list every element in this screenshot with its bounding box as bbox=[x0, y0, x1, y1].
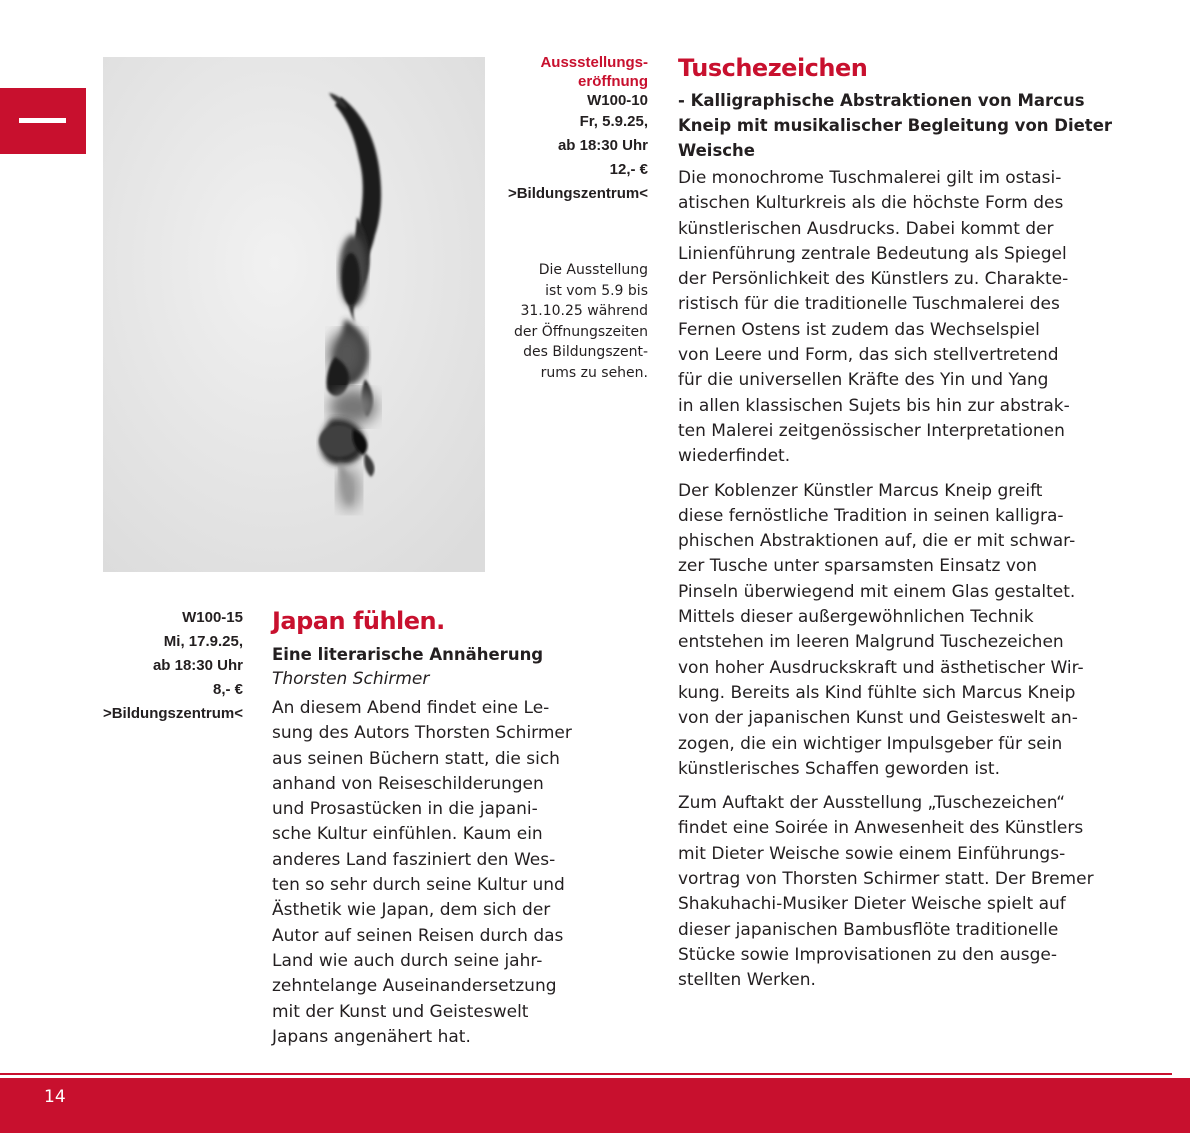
event-price: 12,- € bbox=[609, 161, 648, 178]
event-venue: >Bildungszentrum< bbox=[102, 705, 243, 722]
note-line: ist vom 5.9 bis bbox=[545, 282, 648, 299]
text-line: Ästhetik wie Japan, dem sich der bbox=[272, 900, 551, 921]
text-line: mit Dieter Weische sowie einem Einführungs- bbox=[678, 843, 1066, 864]
text-line: dieser japanischen Bambusflöte traditionelle bbox=[678, 919, 1059, 940]
section-marker-dash bbox=[19, 118, 66, 123]
subtitle-line: Kneip mit musikalischer Begleitung von Dieter bbox=[678, 116, 1113, 135]
event-time: ab 18:30 Uhr bbox=[152, 657, 243, 674]
note-line: Die Ausstellung bbox=[538, 262, 648, 278]
footer-rule bbox=[0, 1073, 1172, 1075]
article-tuschezeichen bbox=[678, 53, 1118, 994]
paragraph bbox=[272, 696, 592, 1050]
text-line: Stücke sowie Improvisationen zu den ausge- bbox=[678, 944, 1058, 965]
text-line: ten so sehr durch seine Kultur und bbox=[272, 875, 565, 896]
text-line: kung. Bereits als Kind fühlte sich Marcus Kneip bbox=[678, 682, 1076, 703]
text-line: anhand von Reiseschilderungen bbox=[272, 773, 544, 794]
text-line: findet eine Soirée in Anwesenheit des Künstlers bbox=[678, 818, 1084, 839]
event-time: ab 18:30 Uhr bbox=[557, 137, 648, 154]
note-line: des Bildungszent- bbox=[523, 344, 648, 360]
article-author: Thorsten Schirmer bbox=[272, 669, 430, 689]
text-line: Die monochrome Tuschmalerei gilt im ostasi- bbox=[678, 168, 1062, 188]
text-line: zogen, die ein wichtiger Impulsgeber für sein bbox=[678, 733, 1063, 754]
subtitle-line: - Kalligraphische Abstraktionen von Marcus bbox=[678, 91, 1085, 110]
article-japan-fuehlen bbox=[272, 606, 592, 1050]
text-line: zer Tusche unter sparsamsten Einsatz von bbox=[678, 556, 1038, 577]
text-line: künstlerisches Schaffen geworden ist. bbox=[678, 758, 1000, 779]
footer-notch bbox=[1172, 1073, 1190, 1078]
text-line: Linienführung zentrale Bedeutung als Spiegel bbox=[678, 243, 1067, 264]
note-line: der Öffnungszeiten bbox=[514, 323, 648, 340]
text-line: mit der Kunst und Geisteswelt bbox=[272, 1001, 529, 1022]
text-line: von der japanischen Kunst und Geisteswelt an- bbox=[678, 708, 1078, 729]
section-marker-tab bbox=[0, 88, 86, 154]
event-date: Mi, 17.9.25, bbox=[163, 633, 243, 650]
note-line: rums zu sehen. bbox=[540, 364, 648, 381]
text-line: Zum Auftakt der Ausstellung „Tuschezeichen“ bbox=[678, 793, 1066, 814]
text-line: Pinseln überwiegend mit einem Glas gestaltet. bbox=[678, 581, 1076, 602]
text-line: Der Koblenzer Künstler Marcus Kneip greift bbox=[678, 480, 1043, 501]
event-price: 8,- € bbox=[212, 681, 243, 698]
event-date: Fr, 5.9.25, bbox=[579, 113, 648, 130]
event-type-label: eröffnung bbox=[578, 73, 648, 90]
paragraph bbox=[678, 166, 1118, 470]
ink-painting-image bbox=[103, 57, 485, 572]
text-line: künstlerischen Ausdrucks. Dabei kommt der bbox=[678, 218, 1054, 239]
text-line: wiederfindet. bbox=[678, 446, 791, 467]
text-line: Fernen Ostens ist zudem das Wechselspiel bbox=[678, 319, 1040, 340]
text-line: von Leere und Form, das sich stellvertretend bbox=[678, 345, 1059, 366]
text-line: ten Malerei zeitgenössischer Interpretationen bbox=[678, 420, 1065, 441]
text-line: der Persönlichkeit des Künstlers zu. Charakte- bbox=[678, 269, 1069, 290]
text-line: von hoher Ausdruckskraft und ästhetischer Wir- bbox=[678, 657, 1084, 678]
text-line: diese fernöstliche Tradition in seinen kalligra- bbox=[678, 505, 1064, 526]
text-line: und Prosastücken in die japani- bbox=[272, 799, 538, 820]
paragraph bbox=[678, 479, 1118, 783]
text-line: aus seinen Büchern statt, die sich bbox=[272, 748, 560, 769]
page-number: 14 bbox=[44, 1087, 66, 1107]
text-line: sche Kultur einfühlen. Kaum ein bbox=[272, 824, 543, 845]
text-line: entstehen im leeren Malgrund Tuschezeichen bbox=[678, 632, 1064, 653]
text-line: sung des Autors Thorsten Schirmer bbox=[272, 723, 572, 744]
event-venue: >Bildungszentrum< bbox=[507, 185, 648, 202]
text-line: Autor auf seinen Reisen durch das bbox=[272, 925, 564, 946]
article-subtitle: Eine literarische Annäherung bbox=[272, 645, 544, 664]
subtitle-line: Weische bbox=[678, 141, 755, 160]
text-line: anderes Land fasziniert den Wes- bbox=[272, 849, 556, 870]
text-line: zehntelange Auseinandersetzung bbox=[272, 976, 557, 997]
article-subtitle bbox=[678, 88, 1118, 163]
article-title: Tuschezeichen bbox=[678, 54, 868, 82]
text-line: ristisch für die traditionelle Tuschmalerei des bbox=[678, 294, 1060, 315]
note-line: 31.10.25 während bbox=[520, 303, 648, 319]
paragraph bbox=[678, 791, 1118, 993]
text-line: An diesem Abend findet eine Le- bbox=[272, 698, 550, 718]
text-line: stellten Werken. bbox=[678, 970, 816, 991]
text-line: phischen Abstraktionen auf, die er mit schwar- bbox=[678, 531, 1076, 552]
text-line: für die universellen Kräfte des Yin und Yang bbox=[678, 370, 1049, 391]
event-info-japan bbox=[63, 606, 243, 726]
text-line: atischen Kulturkreis als die höchste Form des bbox=[678, 193, 1064, 214]
text-line: Japans angenähert hat. bbox=[272, 1026, 471, 1047]
text-line: in allen klassischen Sujets bis hin zur abstrak- bbox=[678, 395, 1070, 416]
footer-band bbox=[0, 1078, 1190, 1133]
course-code: W100-15 bbox=[182, 609, 243, 626]
event-info-tusche bbox=[488, 53, 648, 206]
course-code: W100-10 bbox=[587, 92, 648, 109]
text-line: Shakuhachi-Musiker Dieter Weische spielt auf bbox=[678, 894, 1066, 915]
exhibition-note bbox=[488, 260, 648, 383]
article-title: Japan fühlen. bbox=[272, 607, 445, 635]
text-line: Land wie auch durch seine jahr- bbox=[272, 950, 543, 971]
text-line: Mittels dieser außergewöhnlichen Technik bbox=[678, 607, 1034, 628]
event-type-label: Aussstellungs- bbox=[540, 54, 648, 71]
text-line: vortrag von Thorsten Schirmer statt. Der Bremer bbox=[678, 869, 1094, 890]
